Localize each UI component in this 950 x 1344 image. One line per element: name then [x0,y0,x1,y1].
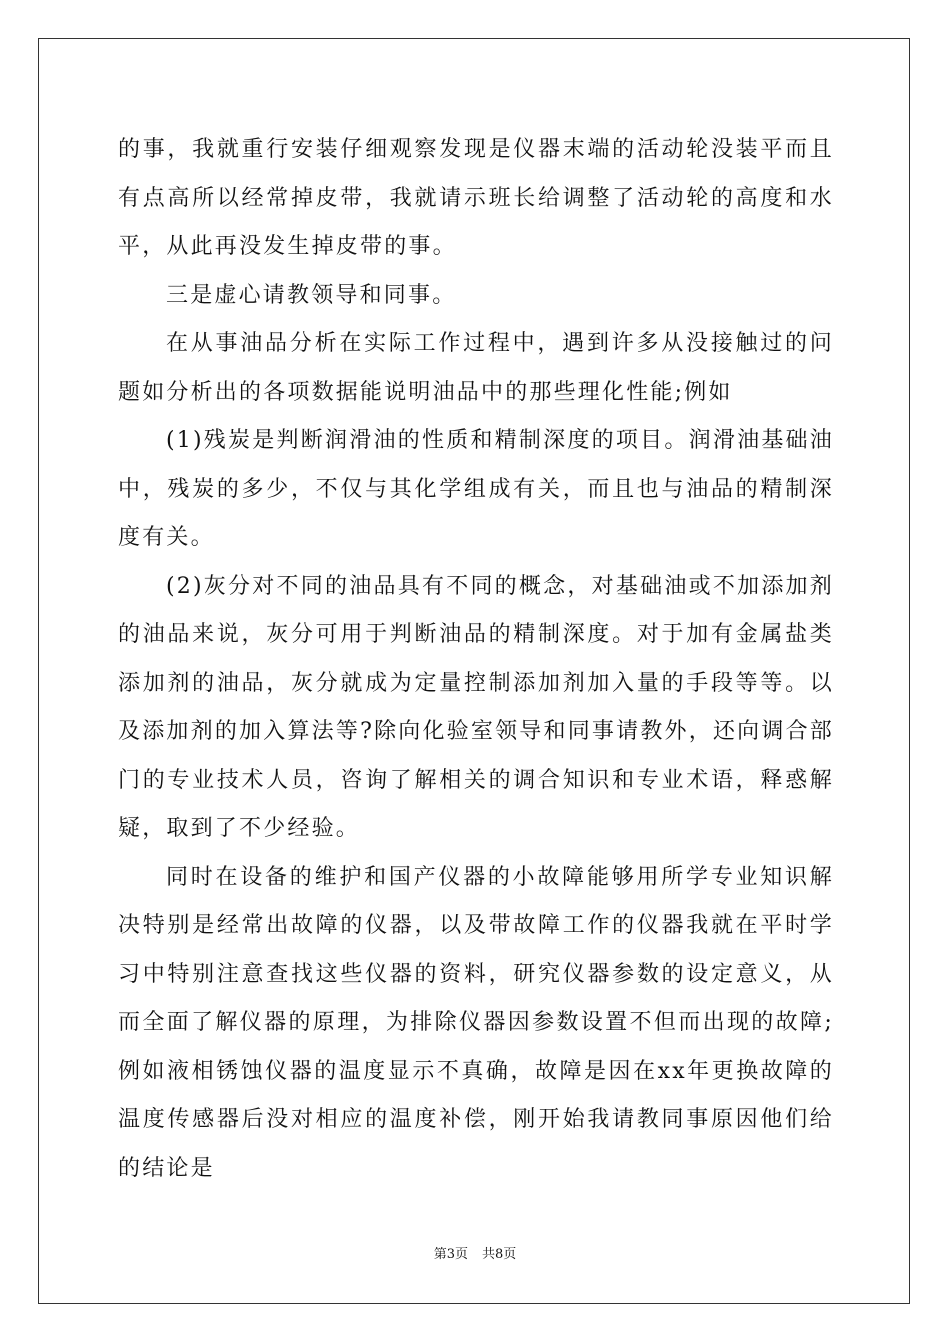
paragraph-1: 的事，我就重行安装仔细观察发现是仪器末端的活动轮没装平而且有点高所以经常掉皮带，我就请示班长给调整了活动轮的高度和水平，从此再没发生掉皮带的事。 [118,137,834,259]
paragraph-6: 同时在设备的维护和国产仪器的小故障能够用所学专业知识解决特别是经常出故障的仪器，以及带故障工作的仪器我就在平时学习中特别注意查找这些仪器的资料，研究仪器参数的设定意义，从而全面了解仪器的原理，为排除仪器因参数设置不但而出现的故障;例如液相锈蚀仪器的温度显示不真确，故障是因在xx年更换故障的温度传感器后没对相应的温度补偿，刚开始我请教同事原因他们给的结论是 [118,864,834,1181]
paragraph-2: 三是虚心请教领导和同事。 [166,282,457,308]
page-number: 第3页 [433,1247,468,1262]
paragraph-5: (2)灰分对不同的油品具有不同的概念，对基础油或不加添加剂的油品来说，灰分可用于判断油品的精制深度。对于加有金属盐类添加剂的油品，灰分就成为定量控制添加剂加入量的手段等等。以及添加剂的加入算法等?除向化验室领导和同事请教外，还向调合部门的专业技术人员，咨询了解相关的调合知识和专业术语，释惑解疑，取到了不少经验。 [118,573,834,841]
page-total: 共8页 [482,1247,517,1262]
document-body [118,126,834,1193]
page-footer [0,1246,950,1264]
paragraph-4: (1)残炭是判断润滑油的性质和精制深度的项目。润滑油基础油中，残炭的多少，不仅与其化学组成有关，而且也与油品的精制深度有关。 [118,428,834,550]
paragraph-3: 在从事油品分析在实际工作过程中，遇到许多从没接触过的问题如分析出的各项数据能说明油品中的那些理化性能;例如 [118,331,834,405]
